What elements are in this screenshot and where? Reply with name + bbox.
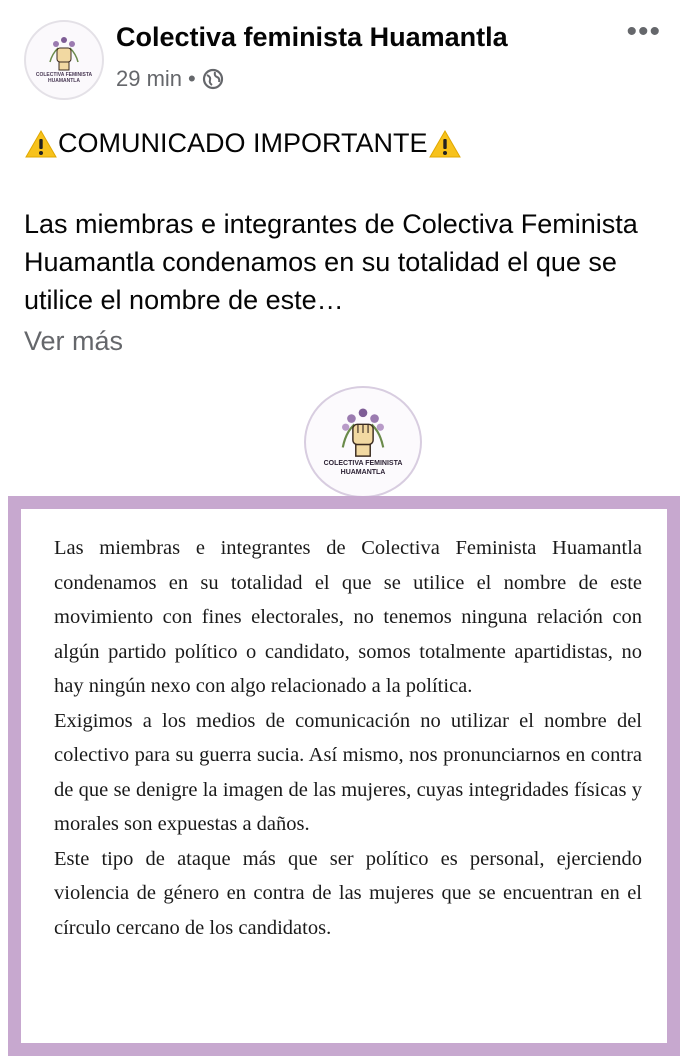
statement-paragraph: Este tipo de ataque más que ser político es personal, ejerciendo violencia de género en contra de las mujeres que se encuentran en el círculo cercano de los candidatos. [54, 847, 642, 939]
statement-frame [8, 496, 680, 1056]
warning-icon [428, 129, 462, 159]
statement-paragraph: Exigimos a los medios de comunicación no utilizar el nombre del colectivo para su guerra sucia. Así mismo, nos pronunciarnos en contra de que se denigre la imagen de las mujeres, cuyas integridades físicas y morales son expuestas a daños. [54, 709, 642, 835]
see-more-link[interactable]: Ver más [24, 326, 124, 356]
statement-text [54, 531, 642, 945]
statement-paragraph: Las miembras e integrantes de Colectiva Feminista Huamantla condenamos en su totalidad el que se utilice el nombre de este movimiento con fines electorales, no tenemos ninguna relación con algún partido político o candidato, somos totalmente apartidistas, no hay ningún nexo con algo relacionado a la política. [54, 537, 642, 697]
post-body-text: Las miembras e integrantes de Colectiva Feminista Huamantla condenamos en su totalidad el que se utilice el nombre de este… [24, 209, 638, 315]
page-avatar[interactable] [24, 20, 104, 100]
logo-caption: COLECTIVA FEMINISTA HUAMANTLA [323, 460, 403, 476]
more-options-icon[interactable]: ••• [626, 15, 661, 48]
post-image[interactable] [0, 378, 695, 1024]
headline-text: COMUNICADO IMPORTANTE [58, 128, 428, 158]
post-headline [24, 128, 462, 159]
raised-fist-logo-icon [334, 407, 392, 459]
page-name-link[interactable]: Colectiva feminista Huamantla [116, 22, 508, 52]
globe-icon[interactable] [202, 68, 224, 90]
collective-logo [304, 386, 422, 498]
post-timestamp[interactable]: 29 min [116, 66, 183, 91]
avatar-logo-text: COLECTIVA FEMINISTA HUAMANTLA [35, 72, 93, 84]
meta-separator: • [188, 66, 196, 91]
post-meta [116, 66, 224, 92]
warning-icon [24, 129, 58, 159]
raised-fist-logo-icon [44, 36, 84, 72]
